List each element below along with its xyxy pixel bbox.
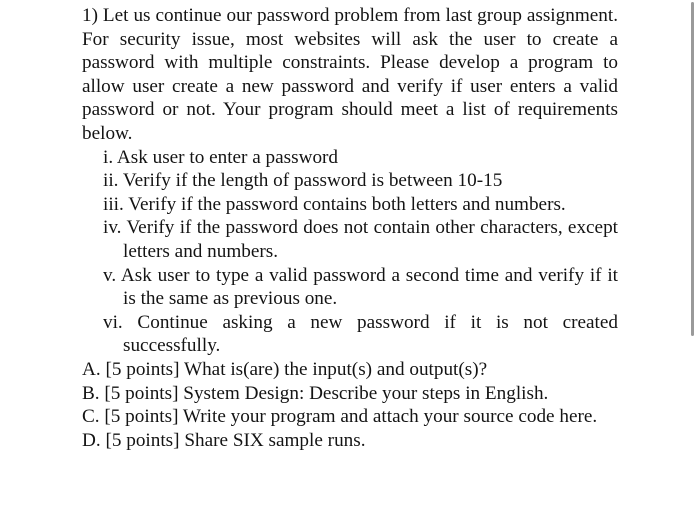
question-document bbox=[82, 4, 618, 452]
question-intro: 1) Let us continue our password problem from last group assignment. For security issue, most websites will ask the user to create a password with multiple constraints. Please develop a program to allow user create a new password and verify if user enters a valid password or not. Your program should meet a list of requirements below. bbox=[82, 5, 618, 144]
requirement-item bbox=[82, 169, 618, 193]
requirement-number: vi. bbox=[103, 311, 123, 333]
part-item bbox=[82, 382, 618, 406]
part-label: D. bbox=[82, 429, 101, 451]
part-text: [5 points] Share SIX sample runs. bbox=[105, 429, 366, 451]
requirement-text: Verify if the password contains both letters and numbers. bbox=[128, 193, 566, 215]
part-text: [5 points] What is(are) the input(s) and output(s)? bbox=[105, 358, 488, 380]
requirements-list bbox=[82, 146, 618, 358]
requirement-number: i. bbox=[103, 146, 114, 168]
requirement-text: Ask user to type a valid password a second time and verify if it is the same as previous one. bbox=[120, 264, 618, 310]
requirement-text: Verify if the password does not contain other characters, except letters and numbers. bbox=[123, 217, 619, 262]
part-text: [5 points] Write your program and attach your source code here. bbox=[104, 406, 598, 428]
requirement-item bbox=[82, 193, 618, 217]
requirement-number: iii. bbox=[103, 193, 124, 215]
requirement-text: Continue asking a new password if it is not created successfully. bbox=[123, 311, 618, 357]
part-label: B. bbox=[82, 382, 100, 404]
requirement-item bbox=[82, 264, 618, 311]
question-parts bbox=[82, 358, 618, 452]
requirement-number: iv. bbox=[103, 217, 122, 239]
part-item bbox=[82, 358, 618, 382]
part-label: A. bbox=[82, 358, 101, 380]
requirement-number: v. bbox=[103, 264, 117, 286]
part-item bbox=[82, 405, 618, 429]
requirement-text: Verify if the length of password is between 10-15 bbox=[122, 170, 503, 192]
scrollbar[interactable] bbox=[691, 2, 694, 336]
part-text: [5 points] System Design: Describe your steps in English. bbox=[104, 382, 549, 404]
part-item bbox=[82, 429, 618, 453]
requirement-number: ii. bbox=[103, 170, 119, 192]
requirement-item bbox=[82, 216, 618, 263]
part-label: C. bbox=[82, 406, 100, 428]
requirement-item bbox=[82, 146, 618, 170]
requirement-item bbox=[82, 311, 618, 358]
requirement-text: Ask user to enter a password bbox=[116, 146, 339, 168]
